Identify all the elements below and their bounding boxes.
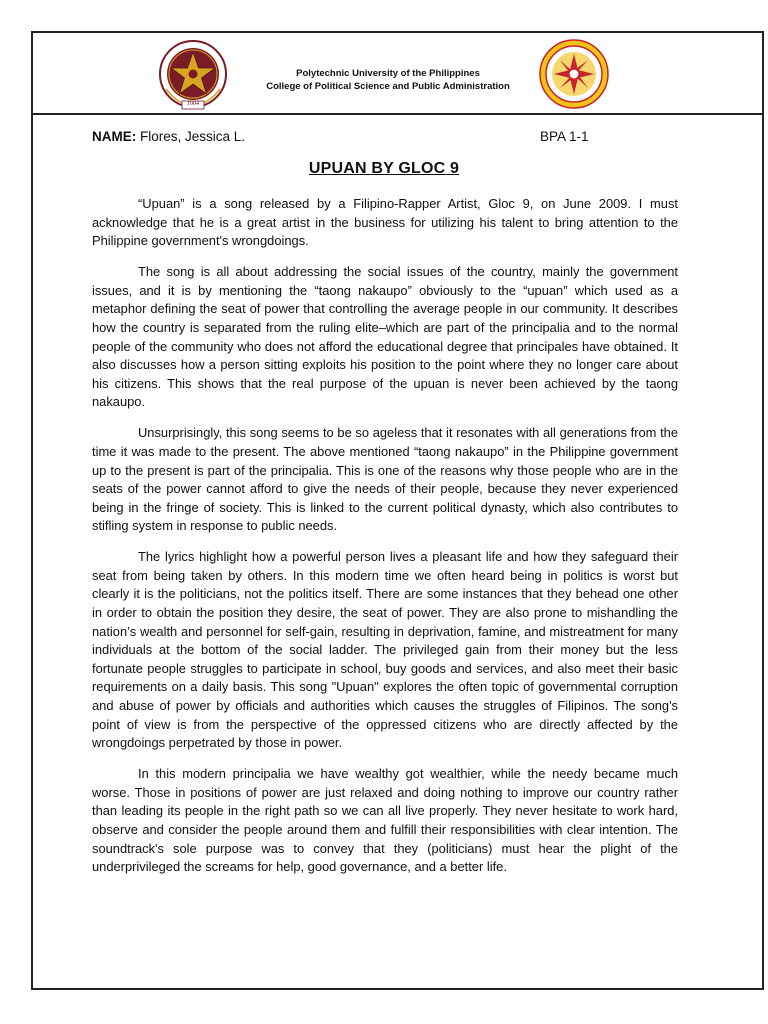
seal-year: 1904 [187, 101, 199, 107]
student-section: BPA 1-1 [540, 129, 589, 144]
header-institution-block [223, 67, 553, 93]
paragraph-4: The lyrics highlight how a powerful person lives a pleasant life and how they safeguard their seat from being taken by others. In this modern time we often heard being in politics is worst but clearly it is the politicians, not the politics itself. There are some instances that they behead one other in order to obtain the position they desire, the seat of power. They are also prone to mishandling the nation’s wealth and personnel for self-gain, resulting in deprivation, famine, and mistreatment for many individuals at the bottom of the social ladder. The privileged gain from their money but the less fortunate people struggles to participate in school, buy goods and services, and also meet their basic requirements on a daily basis. This song "Upuan" explores the often topic of governmental corruption and abuse of power by officials and authorities which causes the struggles of Filipinos. The song's point of view is from the perspective of the oppressed citizens who are directly affected by the wrongdoings perpetrated by those in power. [92, 549, 678, 751]
paragraph-3: Unsurprisingly, this song seems to be so ageless that it resonates with all generations from the time it was made to the present. The above mentioned “taong nakaupo” in the Philippine government up to the present is part of the principalia. This is one of the reasons why those people who are in the seats of the power cannot afford to give the needs of their people, because they never experienced being in the fringe of society. This is linked to the current political dynasty, which also contributes to stifling system in response to public needs. [92, 425, 678, 534]
paragraph-5: In this modern principalia we have wealthy got wealthier, while the needy became much worse. Those in positions of power are just relaxed and doing nothing to improve our country rather than leading its people in the right path so we can all live properly. They never hesitate to work hard, observe and consider the people around them and fulfill their responsibilities with clear intention. The soundtrack's sole purpose was to convey that they (politicians) must hear the plight of the underprivileged the screams for help, good governance, and a better life. [92, 766, 678, 875]
student-name: Flores, Jessica L. [140, 129, 246, 144]
name-label: NAME: [92, 129, 137, 144]
college-seal-icon [538, 37, 610, 116]
paragraph-1: “Upuan” is a song released by a Filipino-Rapper Artist, Gloc 9, on June 2009. I must acknowledge that he is a great artist in the business for utilizing his talent to bring attention to the Philippine government's wrongdoings. [92, 196, 678, 249]
paragraph-2: The song is all about addressing the social issues of the country, mainly the government issues, and it is by mentioning the “taong nakaupo” obviously to the “upuan” which used as a metaphor defining the seat of power that controlling the average people in our community. It describes how the country is separated from the ruling elite–which are part of the principalia and to the normal people of the community who does not afford the educational degree that principales have obtained. It also discusses how a person sitting exploits his position to the point where they no longer care about his citizens. This shows that the real purpose of the upuan is never been achieved by the taong nakaupo. [92, 264, 678, 410]
college-name: College of Political Science and Public Administration [266, 81, 510, 92]
essay-body [92, 195, 678, 889]
student-name-line [92, 129, 245, 144]
university-name: Polytechnic University of the Philippines [296, 68, 480, 79]
document-header [33, 33, 762, 115]
document-title: UPUAN BY GLOC 9 [308, 160, 460, 177]
